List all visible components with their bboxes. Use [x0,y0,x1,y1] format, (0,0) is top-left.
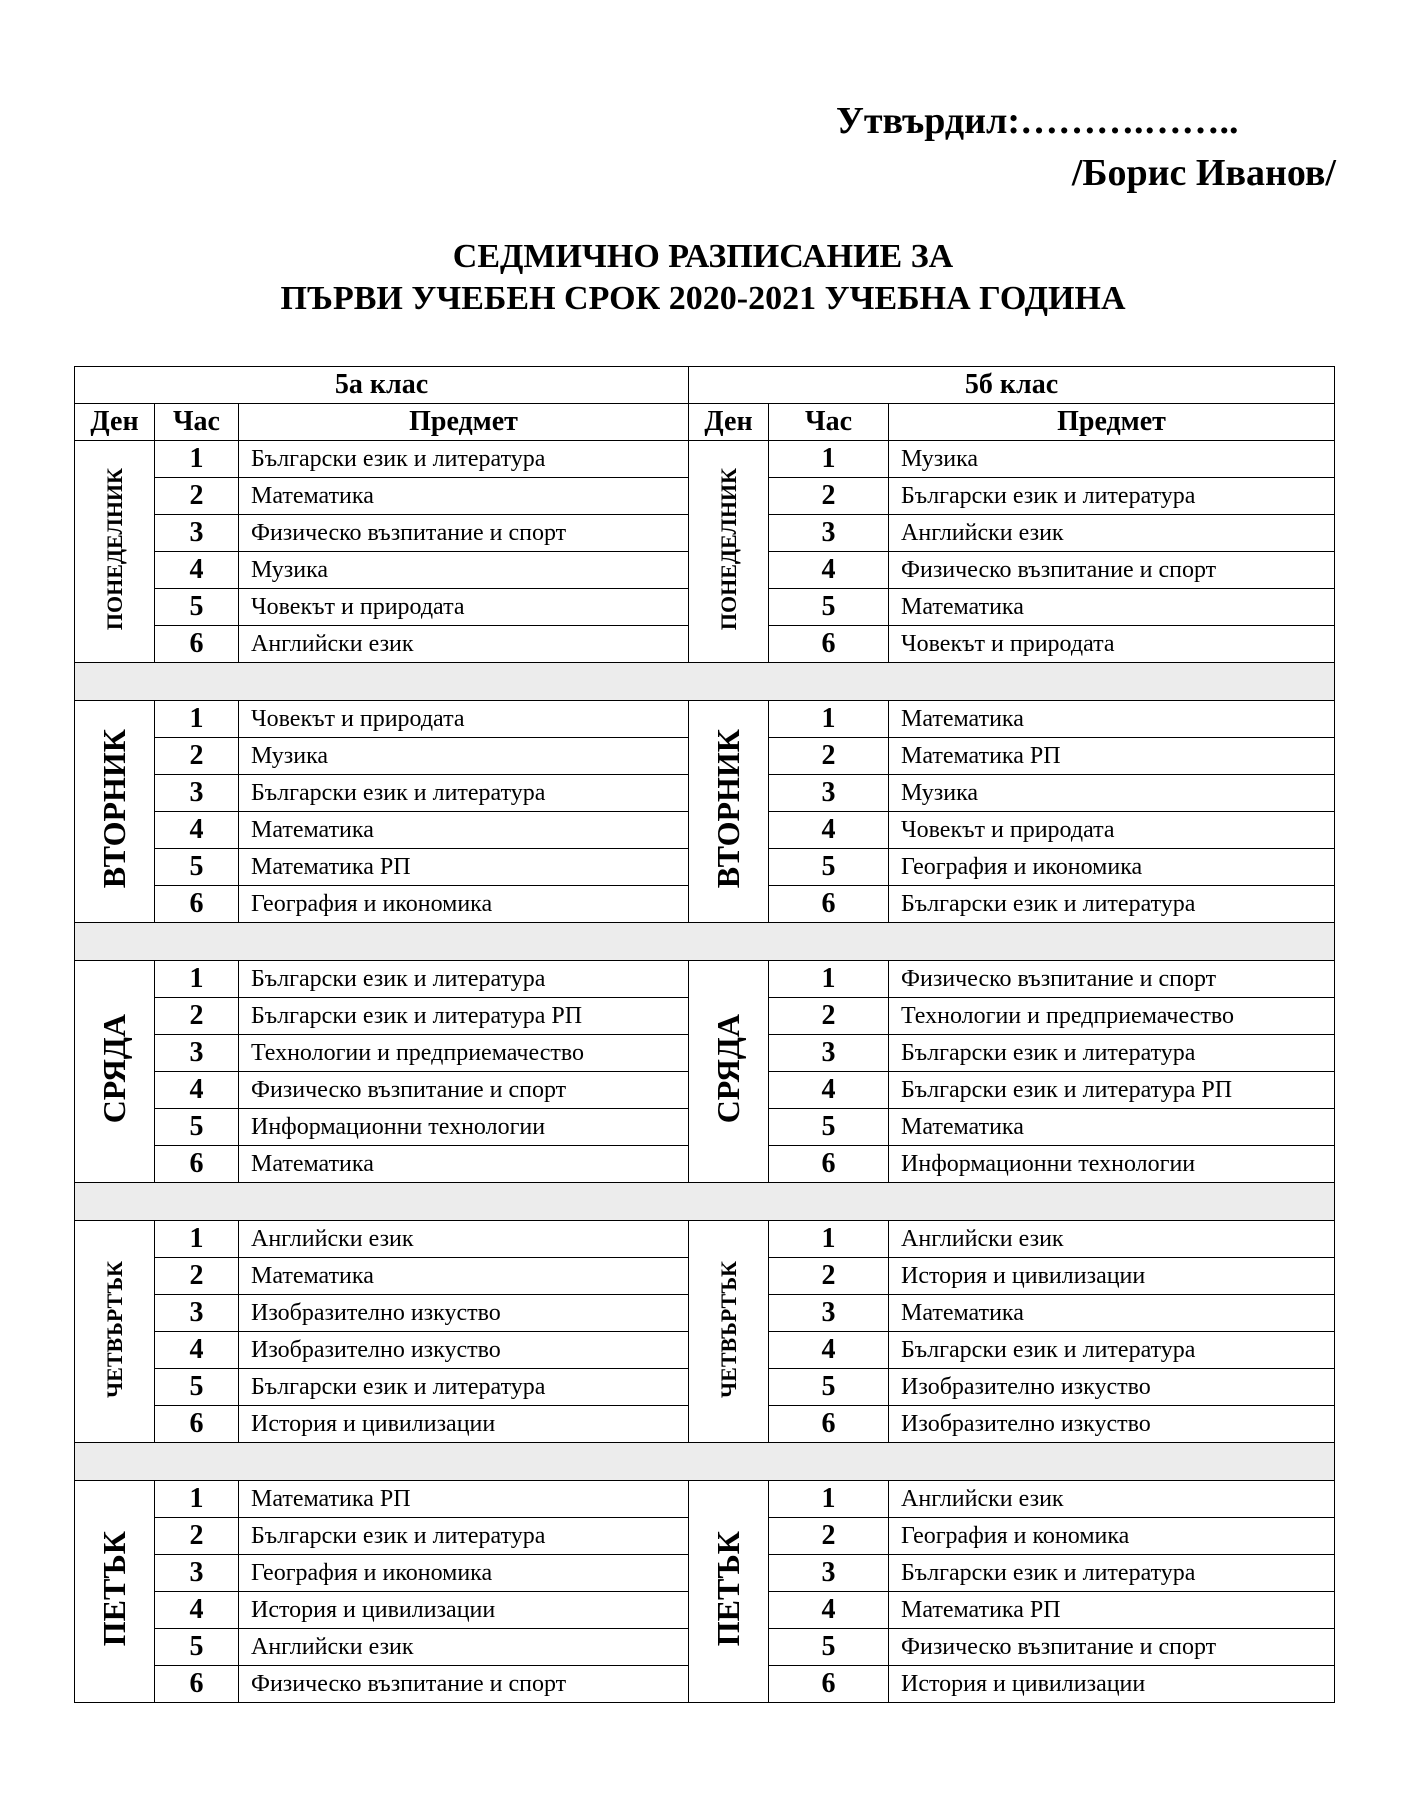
hour-number: 1 [769,1481,889,1518]
title-line-1: СЕДМИЧНО РАЗПИСАНИЕ ЗА [452,238,954,275]
hour-number: 6 [155,1666,239,1703]
schedule-body [75,441,1335,1703]
subject-5b: История и цивилизации [889,1666,1335,1703]
hour-number: 1 [769,701,889,738]
subject-5b: Технологии и предприемачество [889,998,1335,1035]
hour-number: 2 [769,1258,889,1295]
day-label: ВТОРНИК [96,729,132,889]
day-cell-5b [689,441,769,663]
hour-number: 2 [155,738,239,775]
subject-5a: Физическо възпитание и спорт [239,1666,689,1703]
col-header-subject: Предмет [239,404,689,441]
col-header-subject: Предмет [889,404,1335,441]
day-cell-5a [75,1481,155,1703]
day-separator [75,1443,1335,1481]
subject-5b: Физическо възпитание и спорт [889,552,1335,589]
hour-number: 6 [769,886,889,923]
hour-number: 6 [769,626,889,663]
subject-5b: Музика [889,775,1335,812]
subject-5a: Математика [239,1146,689,1183]
day-cell-5b [689,701,769,923]
schedule-table [74,366,1335,1703]
hour-number: 1 [769,961,889,998]
subject-5b: Информационни технологии [889,1146,1335,1183]
schedule-row [75,441,1335,478]
hour-number: 2 [769,738,889,775]
subject-5b: Български език и литература [889,886,1335,923]
day-separator [75,923,1335,961]
subject-5b: Човекът и природата [889,626,1335,663]
subject-5a: Български език и литература [239,961,689,998]
day-label: СРЯДА [710,1014,747,1124]
subject-5a: Математика РП [239,849,689,886]
hour-number: 5 [155,1369,239,1406]
hour-number: 4 [769,1332,889,1369]
hour-number: 4 [155,1332,239,1369]
separator-cell [75,1183,1335,1221]
hour-number: 6 [155,886,239,923]
subject-5b: Изобразително изкуство [889,1406,1335,1443]
approval-block [836,95,1356,199]
subject-5b: История и цивилизации [889,1258,1335,1295]
approval-label: Утвърдил:……….…….. [836,100,1239,142]
hour-number: 3 [769,1035,889,1072]
day-label: ПЕТЪК [710,1531,747,1647]
subject-5b: Изобразително изкуство [889,1369,1335,1406]
day-separator [75,663,1335,701]
hour-number: 5 [155,849,239,886]
subject-5a: География и икономика [239,886,689,923]
hour-number: 3 [769,1555,889,1592]
subject-5b: Музика [889,441,1335,478]
hour-number: 5 [769,849,889,886]
approval-signer: /Борис Иванов/ [1071,152,1336,194]
subject-5b: Български език и литература РП [889,1072,1335,1109]
day-cell-5b [689,961,769,1183]
hour-number: 4 [155,1592,239,1629]
subject-5b: Английски език [889,1221,1335,1258]
subject-5a: Изобразително изкуство [239,1295,689,1332]
hour-number: 3 [155,1555,239,1592]
hour-number: 1 [155,1221,239,1258]
hour-number: 3 [769,775,889,812]
hour-number: 1 [155,441,239,478]
hour-number: 2 [155,1258,239,1295]
subject-5b: Физическо възпитание и спорт [889,961,1335,998]
separator-cell [75,1443,1335,1481]
day-label: ЧЕТВЪРТЪК [715,1260,741,1398]
subject-5b: Български език и литература [889,1332,1335,1369]
hour-number: 3 [155,515,239,552]
hour-number: 3 [769,1295,889,1332]
hour-number: 5 [155,1629,239,1666]
hour-number: 2 [155,1518,239,1555]
hour-number: 4 [155,812,239,849]
subject-5a: Физическо възпитание и спорт [239,1072,689,1109]
day-label: ПОНЕДЕЛНИК [715,467,741,631]
hour-number: 5 [769,589,889,626]
subject-5a: Български език и литература [239,441,689,478]
hour-number: 4 [155,1072,239,1109]
subject-5a: География и икономика [239,1555,689,1592]
title-line-2: ПЪРВИ УЧЕБЕН СРОК 2020-2021 УЧЕБНА ГОДИНА [280,280,1126,317]
hour-number: 2 [769,478,889,515]
subject-5b: Човекът и природата [889,812,1335,849]
schedule-row [75,961,1335,998]
subject-5a: Български език и литература РП [239,998,689,1035]
schedule-row [75,1221,1335,1258]
subject-5b: Математика [889,1295,1335,1332]
subject-5b: Български език и литература [889,1035,1335,1072]
subject-5a: История и цивилизации [239,1592,689,1629]
day-label: ПЕТЪК [96,1531,132,1647]
hour-number: 2 [155,998,239,1035]
subject-5b: Математика [889,1109,1335,1146]
hour-number: 4 [769,1072,889,1109]
hour-number: 4 [769,812,889,849]
subject-5a: Човекът и природата [239,589,689,626]
hour-number: 1 [769,1221,889,1258]
separator-cell [75,663,1335,701]
day-cell-5b [689,1221,769,1443]
schedule-row [75,1481,1335,1518]
hour-number: 4 [769,1592,889,1629]
col-header-day: Ден [75,404,155,441]
hour-number: 1 [155,961,239,998]
hour-number: 1 [155,1481,239,1518]
hour-number: 5 [769,1109,889,1146]
subject-5a: Математика РП [239,1481,689,1518]
hour-number: 2 [769,1518,889,1555]
subject-5a: Български език и литература [239,1518,689,1555]
hour-number: 4 [155,552,239,589]
subject-5b: География и кономика [889,1518,1335,1555]
col-header-hour: Час [769,404,889,441]
document-title [0,236,1406,320]
subject-5a: Технологии и предприемачество [239,1035,689,1072]
subject-5a: История и цивилизации [239,1406,689,1443]
hour-number: 3 [155,1035,239,1072]
subject-5b: Математика [889,589,1335,626]
class-header-5b: 5б клас [689,367,1335,404]
day-cell-5b [689,1481,769,1703]
day-label: ПОНЕДЕЛНИК [101,467,127,631]
subject-5a: Английски език [239,1221,689,1258]
hour-number: 6 [769,1406,889,1443]
hour-number: 1 [155,701,239,738]
subject-5a: Информационни технологии [239,1109,689,1146]
hour-number: 6 [155,1146,239,1183]
subject-5b: География и икономика [889,849,1335,886]
subject-5a: Музика [239,552,689,589]
hour-number: 5 [769,1369,889,1406]
subject-5b: Английски език [889,1481,1335,1518]
subject-5b: Български език и литература [889,478,1335,515]
subject-5b: Математика РП [889,1592,1335,1629]
day-cell-5a [75,1221,155,1443]
hour-number: 5 [155,589,239,626]
hour-number: 2 [155,478,239,515]
subject-5b: Математика [889,701,1335,738]
subject-5a: Физическо възпитание и спорт [239,515,689,552]
subject-5a: Музика [239,738,689,775]
day-cell-5a [75,961,155,1183]
subject-5a: Човекът и природата [239,701,689,738]
subject-5a: Английски език [239,1629,689,1666]
subject-5b: Български език и литература [889,1555,1335,1592]
hour-number: 6 [769,1666,889,1703]
separator-cell [75,923,1335,961]
day-cell-5a [75,701,155,923]
day-separator [75,1183,1335,1221]
subject-5a: Английски език [239,626,689,663]
subject-5a: Български език и литература [239,1369,689,1406]
hour-number: 1 [769,441,889,478]
day-cell-5a [75,441,155,663]
class-header-5a: 5а клас [75,367,689,404]
hour-number: 6 [769,1146,889,1183]
hour-number: 4 [769,552,889,589]
hour-number: 3 [155,1295,239,1332]
subject-5a: Математика [239,1258,689,1295]
hour-number: 6 [155,626,239,663]
subject-5a: Български език и литература [239,775,689,812]
col-header-hour: Час [155,404,239,441]
hour-number: 5 [769,1629,889,1666]
subject-5b: Физическо възпитание и спорт [889,1629,1335,1666]
day-label: СРЯДА [96,1014,132,1124]
hour-number: 6 [155,1406,239,1443]
subject-5a: Математика [239,812,689,849]
hour-number: 5 [155,1109,239,1146]
schedule-row [75,701,1335,738]
subject-5a: Изобразително изкуство [239,1332,689,1369]
day-label: ВТОРНИК [710,729,747,889]
hour-number: 2 [769,998,889,1035]
day-label: ЧЕТВЪРТЪК [101,1260,127,1398]
subject-5b: Математика РП [889,738,1335,775]
col-header-day: Ден [689,404,769,441]
hour-number: 3 [769,515,889,552]
subject-5b: Английски език [889,515,1335,552]
hour-number: 3 [155,775,239,812]
subject-5a: Математика [239,478,689,515]
